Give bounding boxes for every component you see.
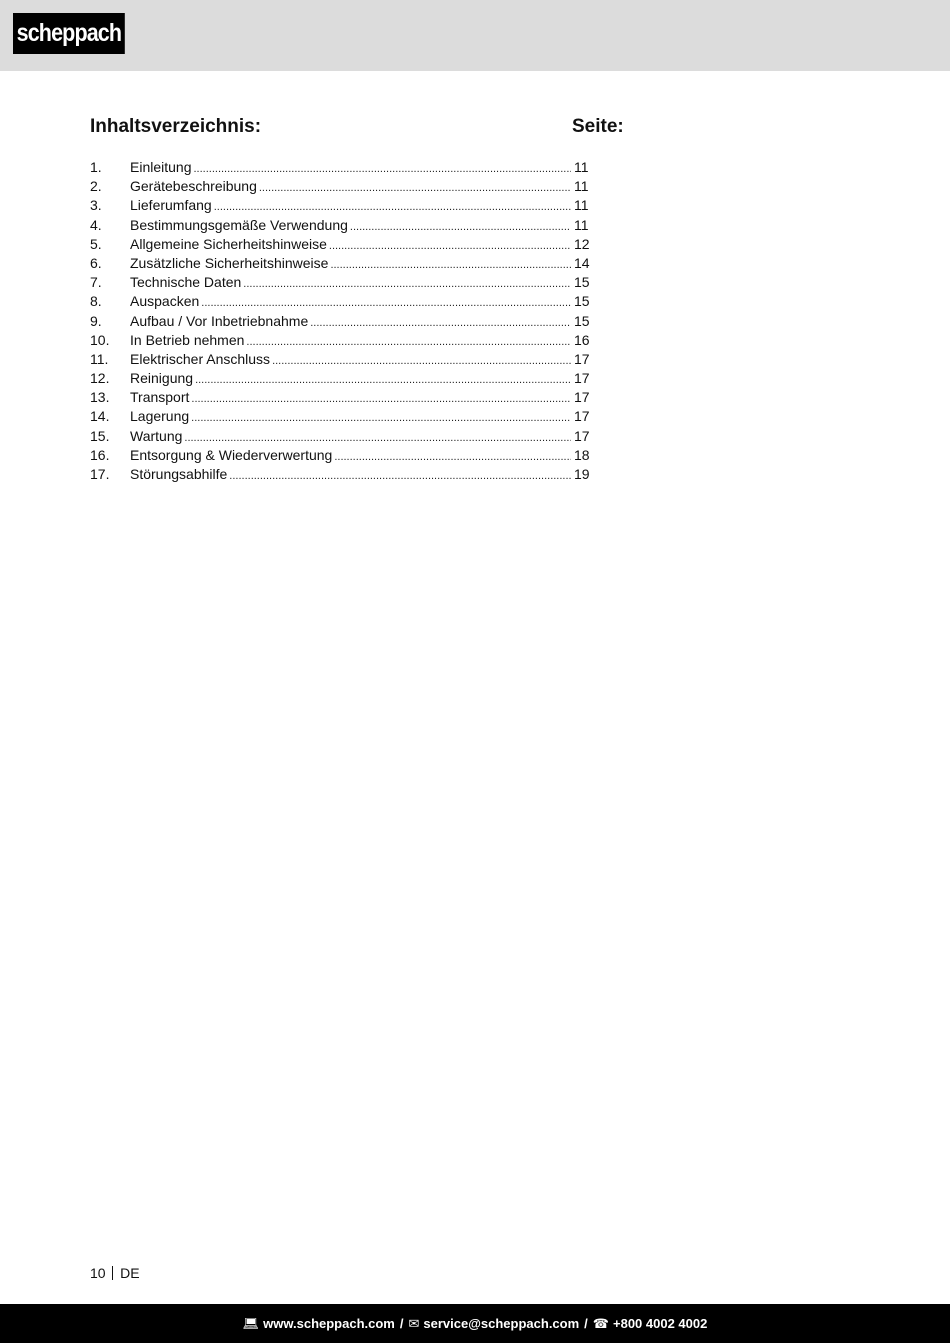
- toc-entry-label: Einleitung: [130, 159, 192, 175]
- toc-entry[interactable]: [90, 216, 590, 235]
- toc-leader-dots: [229, 465, 571, 486]
- page-number-divider: [112, 1266, 114, 1280]
- toc-entry-label: Technische Daten: [130, 274, 242, 291]
- toc-entry[interactable]: [90, 273, 590, 292]
- toc-entry-page: 14: [574, 254, 590, 271]
- email-link[interactable]: service@scheppach.com: [423, 1316, 580, 1331]
- language-code: DE: [120, 1265, 140, 1281]
- toc-leader-dots: [195, 369, 571, 390]
- toc-leader-dots: [246, 331, 571, 352]
- toc-entry[interactable]: [90, 369, 590, 388]
- toc-entry-number: 17.: [90, 466, 110, 482]
- toc-entry-number: 6.: [90, 254, 102, 271]
- toc-leader-dots: [191, 388, 571, 409]
- website-link[interactable]: www.scheppach.com: [263, 1316, 395, 1331]
- toc-entry[interactable]: [90, 254, 590, 273]
- toc-entry[interactable]: [90, 446, 590, 465]
- toc-leader-dots: [214, 196, 571, 217]
- toc-leader-dots: [243, 273, 571, 294]
- toc-entry-number: 10.: [90, 331, 110, 348]
- toc-entry-page: 12: [574, 235, 590, 252]
- scheppach-logo: scheppach: [13, 13, 125, 54]
- toc-entry-number: 12.: [90, 370, 110, 387]
- toc-entry-page: 11: [574, 216, 589, 233]
- toc-entry-page: 19: [574, 466, 590, 482]
- toc-entry[interactable]: [90, 312, 590, 331]
- toc-entry[interactable]: [90, 388, 590, 407]
- toc-entry-page: 17: [574, 408, 590, 425]
- toc-entry-label: Bestimmungsgemäße Verwendung: [130, 216, 348, 233]
- page-number: 10: [90, 1265, 106, 1281]
- toc-entry-number: 1.: [90, 159, 102, 175]
- contact-footer: [0, 1304, 950, 1343]
- toc-entry[interactable]: [90, 158, 590, 177]
- toc-entry-number: 16.: [90, 446, 110, 463]
- footer-separator: /: [584, 1316, 588, 1331]
- toc-entry-number: 7.: [90, 274, 102, 291]
- toc-entry-label: Lieferumfang: [130, 197, 212, 214]
- toc-entry-page: 17: [574, 370, 590, 387]
- phone-number[interactable]: +800 4002 4002: [613, 1316, 708, 1331]
- toc-entry-page: 11: [574, 159, 589, 175]
- toc-entry-label: Lagerung: [130, 408, 190, 425]
- toc-entry-page: 15: [574, 312, 590, 329]
- toc-entry-page: 11: [574, 178, 589, 195]
- toc-entry-number: 8.: [90, 293, 102, 310]
- phone-icon: ☎︎: [592, 1315, 609, 1331]
- toc-entry-label: Entsorgung & Wiederverwertung: [130, 446, 333, 463]
- toc-entry[interactable]: [90, 350, 590, 369]
- toc-entry-label: Wartung: [130, 427, 183, 444]
- toc-entry-label: Elektrischer Anschluss: [130, 350, 271, 367]
- toc-leader-dots: [259, 177, 571, 198]
- toc-entry-label: Allgemeine Sicherheitshinweise: [130, 235, 327, 252]
- toc-entry-number: 4.: [90, 216, 102, 233]
- toc-entry-number: 3.: [90, 197, 102, 214]
- toc-entry-page: 11: [574, 197, 589, 214]
- toc-leader-dots: [350, 216, 571, 237]
- toc-entry-page: 17: [574, 427, 590, 444]
- toc-entry-label: Reinigung: [130, 370, 194, 387]
- toc-leader-dots: [194, 158, 572, 179]
- toc-entry-page: 15: [574, 274, 590, 291]
- toc-leader-dots: [330, 254, 571, 275]
- toc-entry-number: 15.: [90, 427, 110, 444]
- toc-entry[interactable]: [90, 465, 590, 484]
- toc-entry[interactable]: [90, 177, 590, 196]
- toc-entry[interactable]: [90, 235, 590, 254]
- toc-entry-number: 14.: [90, 408, 110, 425]
- toc-leader-dots: [334, 446, 571, 467]
- toc-entry-page: 17: [574, 350, 590, 367]
- toc-entry-label: Transport: [130, 389, 190, 406]
- toc-entry-label: Zusätzliche Sicherheitshinweise: [130, 254, 329, 271]
- toc-leader-dots: [329, 235, 571, 256]
- toc-entry-page: 17: [574, 389, 590, 406]
- toc-entry-label: Gerätebeschreibung: [130, 178, 257, 195]
- footer-separator: /: [399, 1316, 404, 1331]
- toc-entry-number: 2.: [90, 178, 102, 195]
- toc-entry-number: 9.: [90, 312, 102, 329]
- toc-entry-label: Aufbau / Vor Inbetriebnahme: [130, 312, 309, 329]
- toc-entry[interactable]: [90, 407, 590, 426]
- page-number-block: [90, 1265, 140, 1281]
- toc-leader-dots: [272, 350, 571, 371]
- toc-entry-number: 11.: [90, 350, 109, 367]
- mail-icon: ✉︎: [408, 1315, 420, 1331]
- table-of-contents: [90, 158, 590, 484]
- toc-entry-label: In Betrieb nehmen: [130, 331, 245, 348]
- laptop-icon: 💻︎: [242, 1315, 260, 1331]
- toc-entry-label: Störungsabhilfe: [130, 466, 228, 482]
- toc-leader-dots: [201, 292, 571, 313]
- toc-leader-dots: [191, 407, 571, 428]
- toc-entry-page: 15: [574, 293, 590, 310]
- toc-entry[interactable]: [90, 292, 590, 311]
- toc-entry-page: 16: [574, 331, 590, 348]
- toc-entry-number: 5.: [90, 235, 102, 252]
- page-header: [0, 0, 950, 71]
- toc-entry-number: 13.: [90, 389, 110, 406]
- toc-entry[interactable]: [90, 196, 590, 215]
- toc-entry[interactable]: [90, 331, 590, 350]
- toc-entry-label: Auspacken: [130, 293, 200, 310]
- toc-page-column-title: Seite:: [572, 116, 624, 137]
- toc-entry[interactable]: [90, 427, 590, 446]
- toc-title: Inhaltsverzeichnis:: [90, 116, 262, 137]
- toc-leader-dots: [184, 427, 571, 448]
- toc-entry-page: 18: [574, 446, 590, 463]
- toc-leader-dots: [310, 312, 571, 333]
